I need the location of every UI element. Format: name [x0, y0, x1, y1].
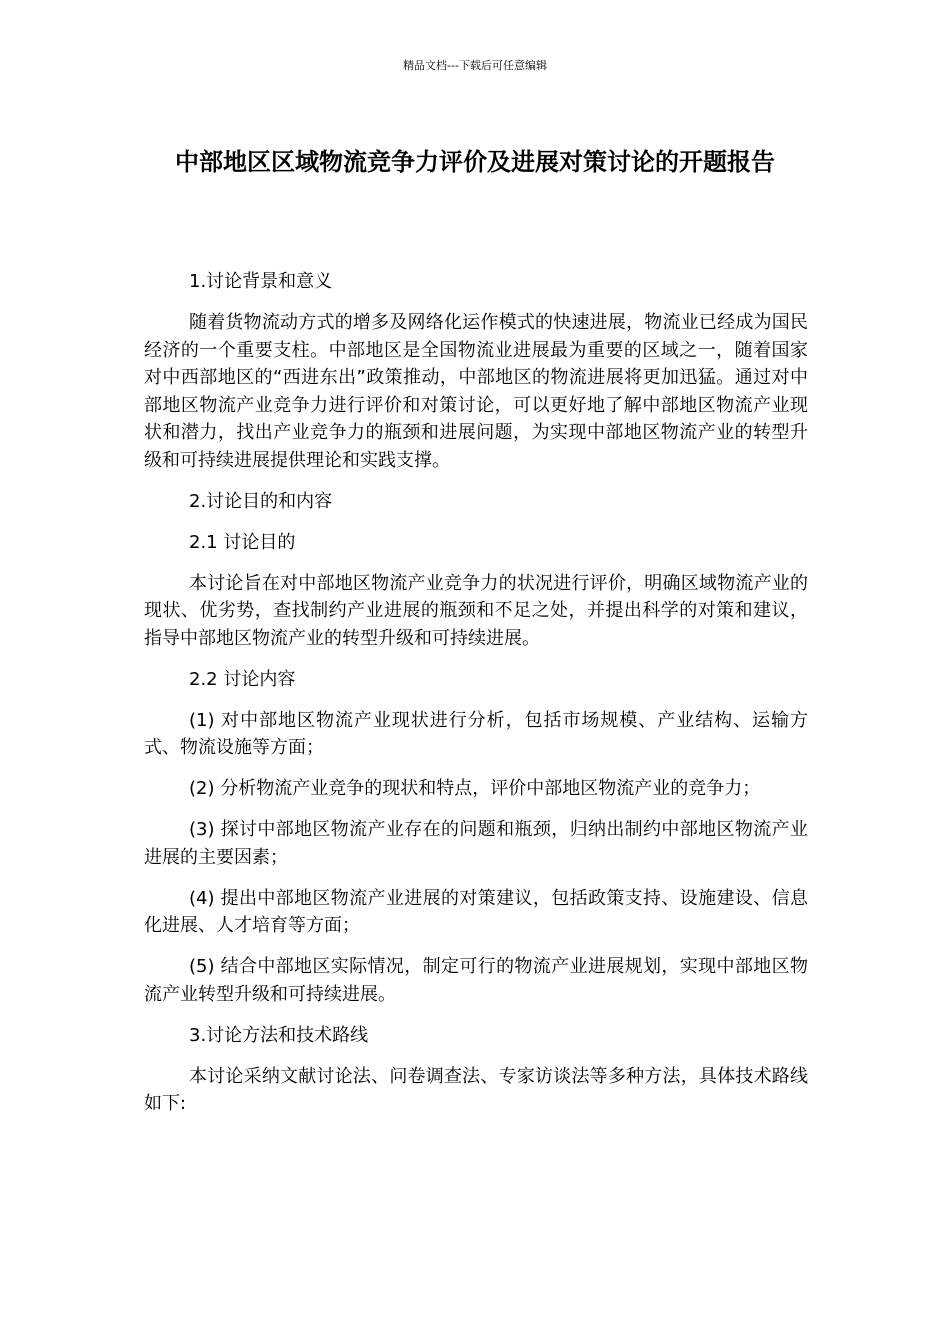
list-item-content-5: (5) 结合中部地区实际情况，制定可行的物流产业进展规划，实现中部地区物流产业转型升级和可持续进展。	[144, 956, 808, 1005]
page-header: 精品文档---下载后可任意编辑	[403, 59, 547, 72]
subsection-heading-content: 2.2 讨论内容	[189, 668, 296, 690]
document-body	[144, 268, 808, 1131]
section-heading-background: 1.讨论背景和意义	[189, 271, 333, 292]
section-heading-methods: 3.讨论方法和技术路线	[189, 1024, 369, 1046]
list-item-content-2: (2) 分析物流产业竞争的现状和特点，评价中部地区物流产业的竞争力；	[189, 778, 761, 799]
paragraph-methods: 本讨论采纳文献讨论法、问卷调查法、专家访谈法等多种方法，具体技术路线如下:	[144, 1065, 808, 1114]
paragraph-background: 随着货物流动方式的增多及网络化运作模式的快速进展，物流业已经成为国民经济的一个重要支柱。中部地区是全国物流业进展最为重要的区域之一，随着国家对中西部地区的“西进东出”政策推动，中部地区的物流进展将更加迅猛。通过对中部地区物流产业竞争力进行评价和对策讨论，可以更好地了解中部地区物流产业现状和潜力，找出产业竞争力的瓶颈和进展问题，为实现中部地区物流产业的转型升级和可持续进展提供理论和实践支撑。	[144, 312, 808, 471]
document-title: 中部地区区域物流竞争力评价及进展对策讨论的开题报告	[175, 148, 775, 176]
section-heading-purpose-content: 2.讨论目的和内容	[189, 490, 333, 512]
subsection-heading-purpose: 2.1 讨论目的	[189, 531, 296, 553]
paragraph-purpose: 本讨论旨在对中部地区物流产业竞争力的状况进行评价，明确区域物流产业的现状、优劣势，查找制约产业进展的瓶颈和不足之处，并提出科学的对策和建议，指导中部地区物流产业的转型升级和可持续进展。	[144, 572, 808, 649]
list-item-content-4: (4) 提出中部地区物流产业进展的对策建议，包括政策支持、设施建设、信息化进展、人才培育等方面；	[144, 887, 808, 936]
list-item-content-3: (3) 探讨中部地区物流产业存在的问题和瓶颈，归纳出制约中部地区物流产业进展的主要因素；	[144, 819, 808, 868]
list-item-content-1: (1) 对中部地区物流产业现状进行分析，包括市场规模、产业结构、运输方式、物流设施等方面；	[144, 709, 808, 758]
